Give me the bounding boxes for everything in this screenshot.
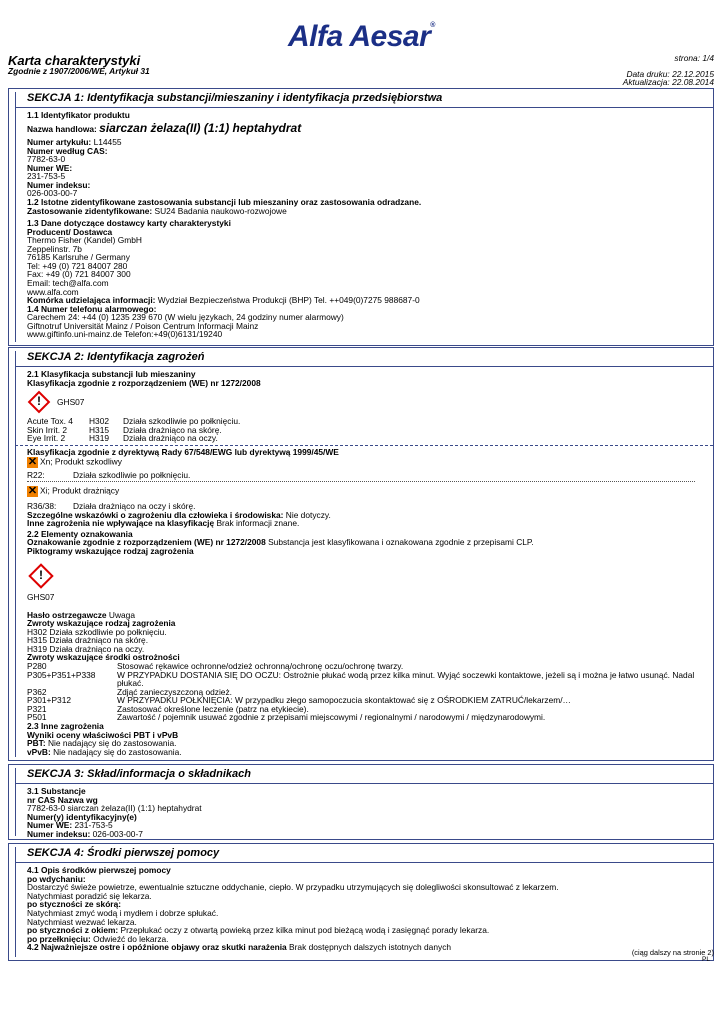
p-phrase-table — [27, 662, 695, 722]
continued-note: (ciąg dalszy na stronie 2) — [631, 948, 714, 957]
document-header — [8, 54, 150, 76]
hazard-class: Acute Tox. 4 — [27, 416, 73, 427]
h-phrase: H302 Działa szkodliwie po połknięciu. — [27, 626, 167, 637]
other-value: Brak informacji znane. — [216, 518, 300, 529]
section-1-title: SEKCJA 1: Identyfikacja substancji/mieszaniny i identyfikacja przedsiębiorstwa — [15, 91, 713, 108]
p-code: P305+P351+P338 — [27, 669, 96, 680]
special-value: Nie dotyczy. — [285, 509, 331, 520]
heading-1-2: 1.2 Istotne zidentyfikowane zastosowania substancji lub mieszaniny oraz zastosowania odradzane. — [27, 196, 422, 207]
p-text: Zdjąć zanieczyszczoną odzież. — [117, 686, 232, 697]
r-code: R22: — [27, 469, 45, 480]
we-value: 231-753-5 — [27, 171, 66, 182]
eye-value: Przepłukać oczy z otwartą powieką przez kilka minut pod bieżącą wodą i zasięgnąć porady lekarza. — [120, 925, 490, 936]
h-phrase: H315 Działa drażniąco na skórę. — [27, 635, 149, 646]
xn-harmful-icon: ✕ — [27, 455, 38, 468]
other-label: Inne zagrożenia nie wpływające na klasyfikację — [27, 518, 215, 529]
section-3 — [8, 764, 714, 840]
index-value: 026-003-00-7 — [27, 188, 78, 199]
ghs07-label: GHS07 — [27, 592, 55, 603]
alfa-aesar-logo: Alfa Aesar® — [288, 20, 435, 53]
hazard-class: Eye Irrit. 2 — [27, 433, 66, 444]
r-code: R36/38: — [27, 501, 57, 512]
use-value: SU24 Badania naukowo-rozwojowe — [154, 205, 287, 216]
symptoms-row — [27, 943, 695, 952]
section-2 — [8, 347, 714, 761]
article-label: Numer artykułu: — [27, 137, 92, 148]
p-phrases-label: Zwroty wskazujące środki ostrożności — [27, 652, 180, 663]
heading-4-2: 4.2 Najważniejsze ostre i opóźnione objawy oraz skutki narażenia — [27, 942, 287, 953]
producer-label: Producent/ Dostawca — [27, 226, 113, 237]
index-label: Numer indeksu: — [27, 179, 91, 190]
r-text: Działa szkodliwie po połknięciu. — [73, 469, 191, 480]
use-row — [27, 207, 695, 216]
marking-label: Oznakowanie zgodnie z rozporządzeniem (WE) nr 1272/2008 — [27, 537, 266, 548]
vpvb-row — [27, 748, 695, 757]
section-2-title: SEKCJA 2: Identyfikacja zagrożeń — [15, 350, 713, 367]
document-subtitle: Zgodnie z 1907/2006/WE, Artykuł 31 — [8, 66, 150, 77]
hazard-text: Działa drażniąco na oczy. — [123, 433, 218, 444]
r22-row — [27, 471, 695, 480]
p-code: P501 — [27, 712, 47, 723]
eye-label: po styczności z okiem: — [27, 925, 119, 936]
emergency-line: Giftnotruf Universität Mainz / Poison Centrum Informacji Mainz — [27, 320, 259, 331]
address-line: Fax: +49 (0) 721 84007 300 — [27, 269, 131, 280]
xi-row — [27, 486, 695, 497]
emergency-line: www.giftinfo.uni-mainz.de Telefon:+49(0)6131/19240 — [27, 329, 223, 340]
swallow-value: Odwieźć do lekarza. — [93, 933, 169, 944]
section-1 — [8, 88, 714, 346]
p-text: W PRZYPADKU DOSTANIA SIĘ DO OCZU: Ostrożnie płukać wodą przez kilka minut. Wyjąć soczewki kontaktowe, jeżeli są i można je łatwo usunąć. Nadal płukać. — [117, 669, 695, 689]
p-text: Zastosować określone leczenie (patrz na etykiecie). — [117, 703, 309, 714]
cas-column-header: nr CAS Nazwa wg — [27, 794, 98, 805]
skin-label: po styczności ze skórą: — [27, 899, 122, 910]
heading-1-4: 1.4 Numer telefonu alarmowego: — [27, 303, 157, 314]
vpvb-label: vPvB: — [27, 746, 51, 757]
hazard-table — [27, 417, 695, 443]
address-line: Tel: +49 (0) 721 84007 280 — [27, 260, 128, 271]
section-4-title: SEKCJA 4: Środki pierwszej pomocy — [15, 846, 713, 863]
hazard-class: Skin Irrit. 2 — [27, 424, 68, 435]
cas-value: 7782-63-0 — [27, 154, 66, 165]
heading-2-2: 2.2 Elementy oznakowania — [27, 528, 133, 539]
address-line: Zeppelinstr. 7b — [27, 243, 82, 254]
hazard-code: H302 — [89, 416, 110, 427]
signal-label: Hasło ostrzegawcze — [27, 609, 107, 620]
inhalation-text: Natychmiast poradzić się lekarza. — [27, 890, 152, 901]
inhalation-label: po wdychaniu: — [27, 873, 86, 884]
ghs07-label: GHS07 — [57, 397, 85, 408]
symptoms-value: Brak dostępnych dalszych istotnych danych — [289, 942, 452, 953]
heading-1-3: 1.3 Dane dotyczące dostawcy karty charakterystyki — [27, 218, 231, 229]
pbt-heading: Wyniki oceny właściwości PBT i vPvB — [27, 729, 179, 740]
address-line: Thermo Fisher (Kandel) GmbH — [27, 235, 142, 246]
other-row — [27, 519, 695, 528]
pictogram-label: Piktogramy wskazujące rodzaj zagrożenia — [27, 545, 194, 556]
we-value: 231-753-5 — [74, 820, 113, 831]
hazard-code: H315 — [89, 424, 110, 435]
hazard-code: H319 — [89, 433, 110, 444]
xi-label: Xi; Produkt drażniący — [40, 485, 120, 496]
xn-row — [27, 457, 695, 468]
pbt-label: PBT: — [27, 738, 46, 749]
heading-4-1: 4.1 Opis środków pierwszej pomocy — [27, 865, 171, 876]
p-code: P301+P312 — [27, 695, 72, 706]
trade-name-row — [27, 122, 695, 134]
p-code: P321 — [27, 703, 47, 714]
directive-label: Klasyfikacja zgodnie z dyrektywą Rady 67/548/EWG lub dyrektywą 1999/45/WE — [27, 447, 339, 458]
use-label: Zastosowanie zidentyfikowane: — [27, 205, 153, 216]
article-row — [27, 138, 695, 147]
swallow-label: po przełknięciu: — [27, 933, 91, 944]
p-code: P280 — [27, 661, 47, 672]
we-label: Numer WE: — [27, 162, 73, 173]
p-text: W PRZYPADKU POŁKNIĘCIA: W przypadku złego samopoczucia skontaktować się z OŚRODKIEM ZATRUĆ/lekarzem/… — [117, 695, 571, 706]
page-number: strona: 1/4 — [674, 53, 714, 63]
info-label: Komórka udzielająca informacji: — [27, 295, 156, 306]
emergency-line: Carechem 24: +44 (0) 1235 239 670 (W wielu językach, 24 godziny numer alarmowy) — [27, 312, 344, 323]
heading-3-1: 3.1 Substancje — [27, 786, 86, 797]
p-code: P362 — [27, 686, 47, 697]
cas-label: Numer według CAS: — [27, 145, 108, 156]
xi-irritant-icon: ✕ — [27, 485, 38, 498]
ghs07-pictogram — [27, 562, 695, 592]
p-text: Stosować rękawice ochronne/odzież ochronną/ochronę oczu/ochronę twarzy. — [117, 661, 404, 672]
r-text: Działa drażniąco na oczy i skórę. — [73, 501, 196, 512]
email-link[interactable]: Email: tech@alfa.com — [27, 278, 109, 289]
heading-1-1: 1.1 Identyfikator produktu — [27, 110, 130, 121]
info-value: Wydział Bezpieczeństwa Produkcji (BHP) Tel. ++049(0)7275 988687-0 — [157, 295, 420, 306]
website-link[interactable]: www.alfa.com — [27, 286, 79, 297]
index-label: Numer indeksu: — [27, 829, 91, 840]
special-label: Szczególne wskazówki o zagrożeniu dla człowieka i środowiska: — [27, 509, 284, 520]
index-value: 026-003-00-7 — [92, 829, 143, 840]
ghs07-exclamation-icon: ! — [27, 562, 55, 590]
ids-label: Numer(y) identyfikacyjny(e) — [27, 811, 137, 822]
hazard-text: Działa drażniąco na skórę. — [123, 424, 222, 435]
section-4 — [8, 843, 714, 961]
marking-value: Substancja jest klasyfikowana i oznakowana zgodnie z przepisami CLP. — [268, 537, 534, 548]
skin-text: Natychmiast zmyć wodą i mydłem i dobrze spłukać. — [27, 908, 219, 919]
classification-label: Klasyfikacja zgodnie z rozporządzeniem (WE) nr 1272/2008 — [27, 377, 261, 388]
print-date: Data druku: 22.12.2015 — [626, 68, 714, 79]
document-meta — [623, 54, 714, 87]
trade-name-label: Nazwa handlowa: — [27, 123, 97, 134]
trade-name: siarczan żelaza(II) (1:1) heptahydrat — [99, 120, 302, 135]
language-code: PL — [702, 956, 710, 963]
we-label: Numer WE: — [27, 820, 73, 831]
section-3-title: SEKCJA 3: Skład/informacja o składnikach — [15, 767, 713, 784]
p-text: Zawartość / pojemnik usuwać zgodnie z przepisami miejscowymi / regionalnymi / narodowymi / międzynarodowymi. — [117, 712, 546, 723]
vpvb-value: Nie nadający się do zastosowania. — [53, 746, 182, 757]
pbt-value: Nie nadający się do zastosowania. — [47, 738, 177, 749]
ghs07-exclamation-icon: ! — [27, 390, 51, 414]
h-phrase: H319 Działa drażniąco na oczy. — [27, 643, 145, 654]
index-row — [27, 830, 695, 839]
signal-value: Uwaga — [108, 609, 135, 620]
ghs07-row — [27, 390, 695, 414]
heading-2-1: 2.1 Klasyfikacja substancji lub mieszaniny — [27, 369, 196, 380]
h-phrases-label: Zwroty wskazujące rodzaj zagrożenia — [27, 618, 176, 629]
article-value: L14455 — [93, 137, 122, 148]
hazard-text: Działa szkodliwie po połknięciu. — [123, 416, 241, 427]
document-title: Karta charakterystyki — [8, 53, 141, 68]
cas-name: 7782-63-0 siarczan żelaza(II) (1:1) heptahydrat — [27, 803, 202, 814]
skin-text: Natychmiast wezwać lekarza. — [27, 916, 137, 927]
update-date: Aktualizacja: 22.08.2014 — [622, 77, 714, 88]
xn-label: Xn; Produkt szkodliwy — [40, 456, 122, 467]
inhalation-text: Dostarczyć świeże powietrze, ewentualnie sztuczne oddychanie, ciepło. W przypadku utrzymujących się dolegliwości skonsultować z lekarzem. — [27, 882, 559, 893]
address-line: 76185 Karlsruhe / Germany — [27, 252, 130, 263]
heading-2-3: 2.3 Inne zagrożenia — [27, 720, 104, 731]
